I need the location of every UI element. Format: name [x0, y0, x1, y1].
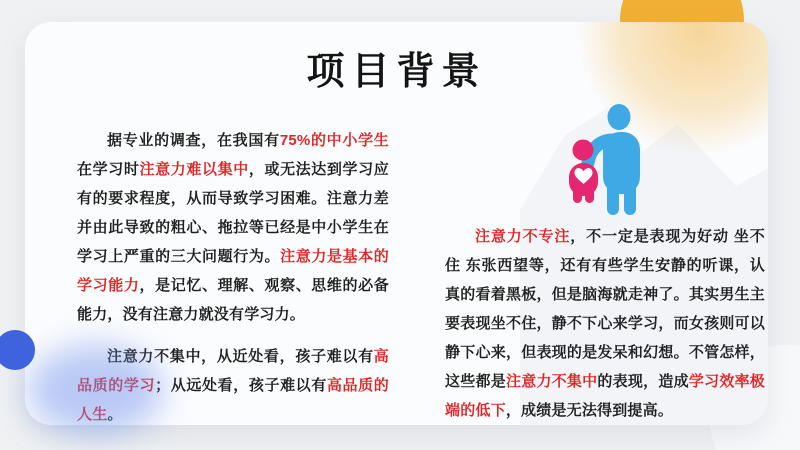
right-paragraph: 注意力不专注，不一定是表现为好动 坐不住 东张西望等，还有有些学生安静的听课，认真的看着黑板，但是脑海就走神了。其实男生主要表现坐不住，静不下心来学习，而女孩则可以静下心来，但表现的是发呆和幻想。不管怎样，这些都是注意力不集中的表现，造成学习效率极端的低下，成绩是无法得到提高。 [445, 228, 765, 419]
left-paragraph-1: 据专业的调查，在我国有75%的中小学生在学习时注意力难以集中，或无法达到学习应有的要求程度，从而导致学习困难。注意力差并由此导致的粗心、拖拉等已经是中小学生在学习上严重的三大问题行为。注意力是基本的学习能力，是记忆、理解、观察、思维的必备能力，没有注意力就没有学习力。 [77, 132, 390, 323]
page-title: 项目背景 [306, 51, 487, 93]
right-text-column [445, 104, 765, 425]
left-paragraph-2: 注意力不集中，从近处看，孩子难以有高品质的学习；从远处看，孩子难以有高品质的人生。 [77, 348, 389, 423]
parent-child-icon [553, 104, 657, 216]
blue-haze-decoration [28, 345, 163, 435]
